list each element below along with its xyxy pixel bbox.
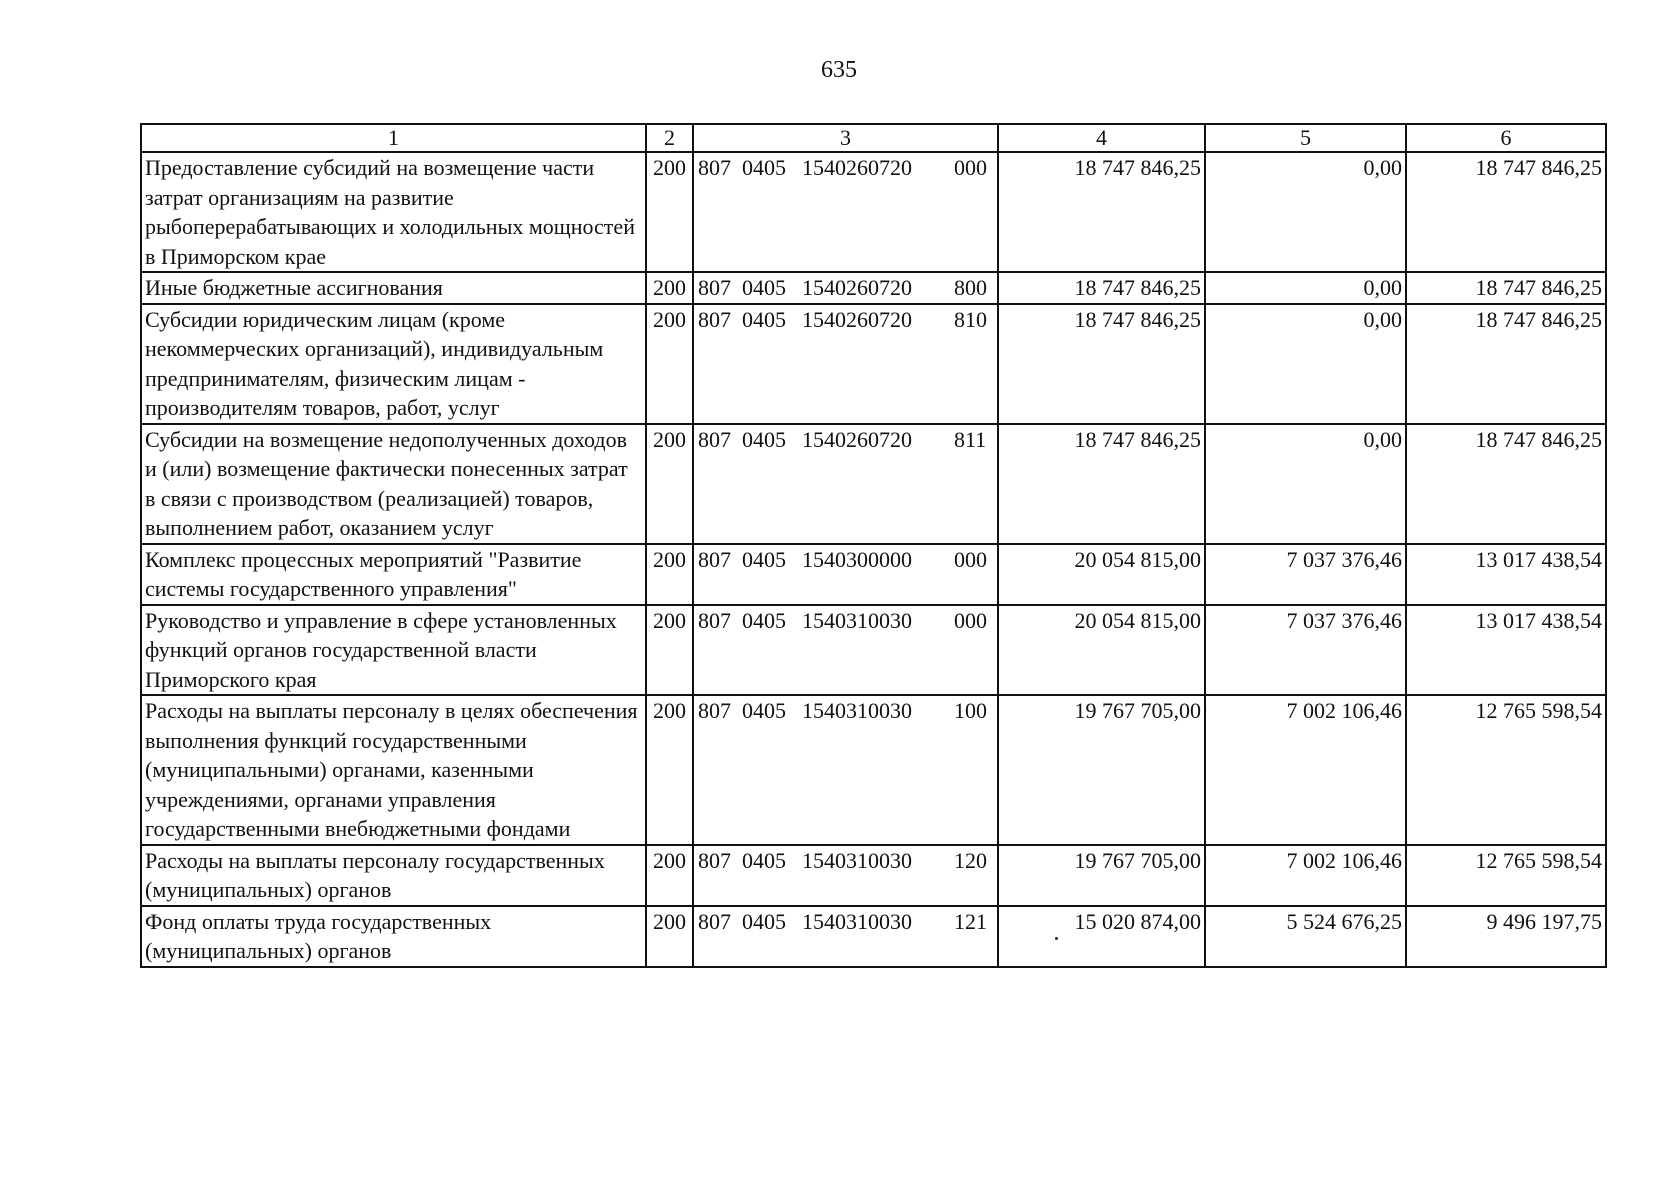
column-header: 5 [1205, 124, 1406, 152]
row-col2: 200 [646, 605, 693, 696]
row-name: Субсидии юридическим лицам (кроме некоммерческих организаций), индивидуальным предпринимателям, физическим лицам - производителям товаров, работ, услуг [141, 304, 646, 424]
row-col5: 0,00 [1205, 304, 1406, 424]
table-row [141, 304, 1606, 424]
row-col4: 19 767 705,00 [998, 845, 1205, 906]
row-col5: 0,00 [1205, 272, 1406, 304]
row-col5: 5 524 676,25 [1205, 906, 1406, 967]
code-expense-type: 000 [954, 546, 987, 572]
code-section: 0405 [742, 155, 786, 180]
row-name: Расходы на выплаты персоналу в целях обеспечения выполнения функций государственными (муниципальными) органами, казенными учреждениями, органами управления государственными внебюджетными фондами [141, 695, 646, 845]
row-col6: 18 747 846,25 [1406, 304, 1606, 424]
row-codes [693, 695, 998, 845]
table-row [141, 272, 1606, 304]
page-number: 635 [821, 57, 857, 83]
budget-table-container [140, 123, 1605, 968]
row-codes [693, 424, 998, 544]
code-gr: 807 [698, 607, 731, 633]
code-gr: 807 [698, 698, 731, 723]
row-col2: 200 [646, 695, 693, 845]
row-name: Комплекс процессных мероприятий "Развитие системы государственного управления" [141, 544, 646, 605]
row-name: Субсидии на возмещение недополученных доходов и (или) возмещение фактически понесенных затрат в связи с производством (реализацией) товаров, выполнением работ, оказанием услуг [141, 424, 646, 544]
code-gr: 807 [698, 275, 731, 300]
row-col2: 200 [646, 544, 693, 605]
row-col2: 200 [646, 424, 693, 544]
row-col5: 7 002 106,46 [1205, 695, 1406, 845]
row-codes [693, 605, 998, 696]
code-expense-type: 811 [954, 426, 987, 452]
column-header: 6 [1406, 124, 1606, 152]
row-col4: 18 747 846,25 [998, 272, 1205, 304]
row-col6: 13 017 438,54 [1406, 544, 1606, 605]
row-col4: 15 020 874,00 [998, 906, 1205, 967]
code-gr: 807 [698, 908, 731, 934]
row-col5: 0,00 [1205, 424, 1406, 544]
row-col2: 200 [646, 845, 693, 906]
code-target-article: 1540260720 [802, 275, 912, 300]
code-expense-type: 120 [954, 847, 987, 873]
code-gr: 807 [698, 847, 731, 873]
row-col2: 200 [646, 304, 693, 424]
code-target-article: 1540310030 [802, 607, 912, 633]
code-expense-type: 100 [954, 698, 987, 723]
row-col4: 18 747 846,25 [998, 152, 1205, 272]
code-expense-type: 000 [954, 155, 987, 180]
column-header: 1 [141, 124, 646, 152]
code-section: 0405 [742, 698, 786, 723]
column-header-row [141, 124, 1606, 152]
row-col6: 12 765 598,54 [1406, 845, 1606, 906]
row-col5: 7 002 106,46 [1205, 845, 1406, 906]
code-expense-type: 800 [954, 275, 987, 300]
row-col5: 7 037 376,46 [1205, 544, 1406, 605]
code-target-article: 1540260720 [802, 155, 912, 180]
row-col6: 18 747 846,25 [1406, 272, 1606, 304]
code-target-article: 1540300000 [802, 546, 912, 572]
table-row [141, 424, 1606, 544]
row-codes [693, 272, 998, 304]
code-section: 0405 [742, 275, 786, 300]
row-codes [693, 304, 998, 424]
column-header: 2 [646, 124, 693, 152]
code-gr: 807 [698, 306, 731, 332]
row-col4: 20 054 815,00 [998, 605, 1205, 696]
budget-table [140, 123, 1607, 968]
code-gr: 807 [698, 155, 731, 180]
code-expense-type: 810 [954, 306, 987, 332]
code-expense-type: 000 [954, 607, 987, 633]
code-target-article: 1540310030 [802, 847, 912, 873]
row-codes [693, 152, 998, 272]
column-header: 4 [998, 124, 1205, 152]
row-name: Иные бюджетные ассигнования [141, 272, 646, 304]
table-row [141, 695, 1606, 845]
column-header: 3 [693, 124, 998, 152]
row-name: Предоставление субсидий на возмещение части затрат организациям на развитие рыбоперерабатывающих и холодильных мощностей в Приморском крае [141, 152, 646, 272]
table-row [141, 605, 1606, 696]
row-col2: 200 [646, 272, 693, 304]
code-target-article: 1540310030 [802, 698, 912, 723]
row-name: Руководство и управление в сфере установленных функций органов государственной власти Приморского края [141, 605, 646, 696]
code-section: 0405 [742, 306, 786, 332]
row-col4: 19 767 705,00 [998, 695, 1205, 845]
code-section: 0405 [742, 908, 786, 934]
table-row [141, 906, 1606, 967]
row-name: Расходы на выплаты персоналу государственных (муниципальных) органов [141, 845, 646, 906]
row-codes [693, 544, 998, 605]
code-target-article: 1540310030 [802, 908, 912, 934]
row-col4: 18 747 846,25 [998, 424, 1205, 544]
code-gr: 807 [698, 426, 731, 452]
code-gr: 807 [698, 546, 731, 572]
row-col5: 0,00 [1205, 152, 1406, 272]
row-col6: 18 747 846,25 [1406, 152, 1606, 272]
row-col2: 200 [646, 906, 693, 967]
code-target-article: 1540260720 [802, 306, 912, 332]
table-row [141, 544, 1606, 605]
row-name: Фонд оплаты труда государственных (муниципальных) органов [141, 906, 646, 967]
table-row [141, 845, 1606, 906]
row-col4: 20 054 815,00 [998, 544, 1205, 605]
row-col4: 18 747 846,25 [998, 304, 1205, 424]
row-col5: 7 037 376,46 [1205, 605, 1406, 696]
scan-speck [1055, 937, 1058, 940]
row-col6: 12 765 598,54 [1406, 695, 1606, 845]
row-col2: 200 [646, 152, 693, 272]
table-row [141, 152, 1606, 272]
code-section: 0405 [742, 847, 786, 873]
code-section: 0405 [742, 546, 786, 572]
row-col6: 18 747 846,25 [1406, 424, 1606, 544]
row-codes [693, 906, 998, 967]
row-col6: 13 017 438,54 [1406, 605, 1606, 696]
code-section: 0405 [742, 426, 786, 452]
code-target-article: 1540260720 [802, 426, 912, 452]
code-section: 0405 [742, 607, 786, 633]
row-col6: 9 496 197,75 [1406, 906, 1606, 967]
code-expense-type: 121 [954, 908, 987, 934]
row-codes [693, 845, 998, 906]
